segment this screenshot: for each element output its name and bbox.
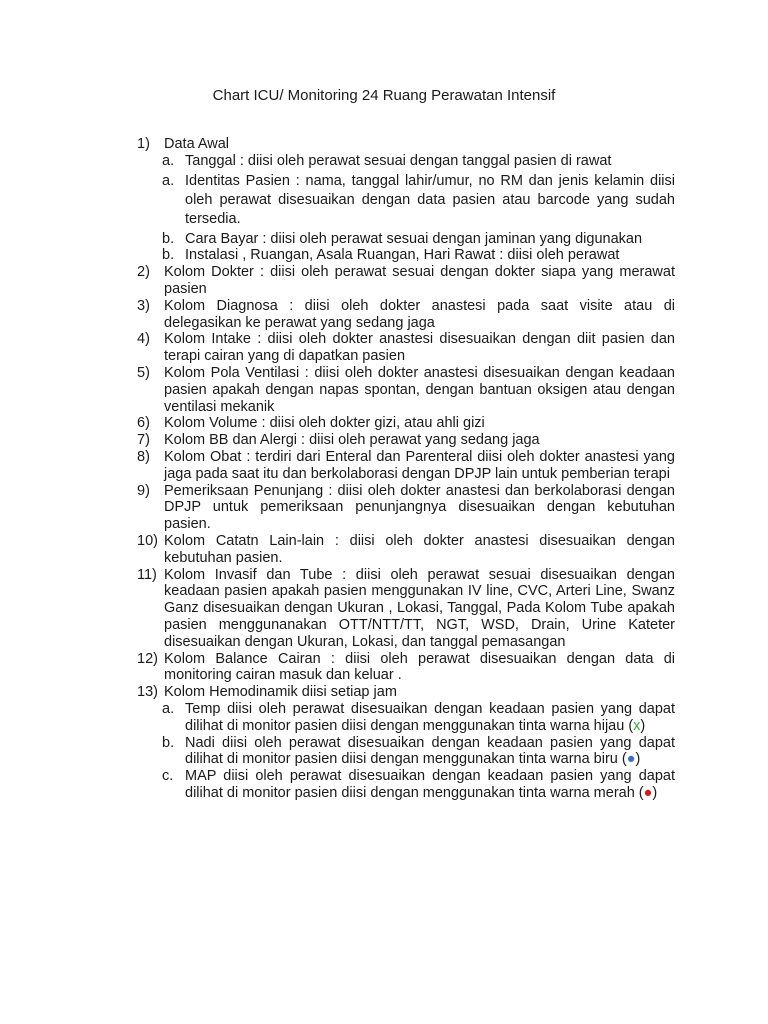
item-number: 9) <box>137 482 150 499</box>
item-text: Data Awal <box>164 136 230 152</box>
sub-item <box>137 768 675 802</box>
green-x-symbol: x <box>633 717 641 734</box>
sub-item <box>137 231 675 248</box>
sub-letter: a. <box>162 172 175 189</box>
item-number: 1) <box>137 136 150 152</box>
sub-text: Instalasi , Ruangan, Asala Ruangan, Hari Rawat : diisi oleh perawat <box>185 247 620 264</box>
list-item <box>137 298 675 332</box>
sub-text: Tanggal : diisi oleh perawat sesuai dengan tanggal pasien di rawat <box>185 152 612 169</box>
page-title: Chart ICU/ Monitoring 24 Ruang Perawatan Intensif <box>212 87 556 104</box>
item-number: 3) <box>137 297 150 314</box>
sub-text: Nadi diisi oleh perawat disesuaikan dengan keadaan pasien yang dapat dilihat di monitor pasien diisi dengan menggunakan tinta warna biru ( <box>185 734 675 768</box>
sub-item <box>137 247 675 264</box>
list-item <box>137 483 675 533</box>
sub-text: Identitas Pasien : nama, tanggal lahir/umur, no RM dan jenis kelamin diisi oleh perawat disesuaikan dengan data pasien atau barcode yang sudah tersedia. <box>185 172 675 227</box>
item-text: Kolom Obat : terdiri dari Enteral dan Parenteral diisi oleh dokter anastesi yang jaga pada saat itu dan berkolaborasi dengan DPJP lain untuk pemberian terapi <box>164 448 675 482</box>
list-item <box>137 264 675 298</box>
item-number: 11) <box>137 566 157 583</box>
sub-close: ) <box>635 751 641 768</box>
list-item <box>137 136 675 153</box>
item-number: 8) <box>137 448 150 465</box>
red-dot-symbol: ● <box>643 784 653 801</box>
item-number: 7) <box>137 432 150 449</box>
sub-item <box>137 701 675 735</box>
list-item <box>137 432 675 449</box>
instruction-list <box>137 136 675 802</box>
list-item <box>137 365 675 415</box>
sub-item <box>137 735 675 769</box>
item-text: Kolom Diagnosa : diisi oleh dokter anastesi pada saat visite atau di delegasikan ke perawat yang sedang jaga <box>164 297 675 331</box>
sub-close: ) <box>640 717 646 734</box>
list-item <box>137 651 675 685</box>
item-text: Kolom Volume : diisi oleh dokter gizi, atau ahli gizi <box>164 415 485 432</box>
sub-letter: a. <box>162 152 175 169</box>
item-text: Kolom Intake : diisi oleh dokter anastesi disesuaikan dengan diit pasien dan terapi cairan yang di dapatkan pasien <box>164 331 675 365</box>
list-item <box>137 567 675 651</box>
sub-text: Temp diisi oleh perawat disesuaikan dengan keadaan pasien yang dapat dilihat di monitor pasien diisi dengan menggunakan tinta warna hijau ( <box>185 700 675 734</box>
sub-item <box>137 172 675 229</box>
blue-dot-symbol: ● <box>626 751 636 768</box>
item-text: Kolom Balance Cairan : diisi oleh perawat disesuaikan dengan data di monitoring cairan masuk dan keluar . <box>164 650 675 684</box>
item-number: 2) <box>137 264 150 281</box>
list-item <box>137 449 675 483</box>
list-item <box>137 415 675 432</box>
sub-text: MAP diisi oleh perawat disesuaikan dengan keadaan pasien yang dapat dilihat di monitor pasien diisi dengan menggunakan tinta warna merah ( <box>185 768 675 801</box>
sub-text: Cara Bayar : diisi oleh perawat sesuai dengan jaminan yang digunakan <box>185 230 643 247</box>
item-text: Kolom Catatn Lain-lain : diisi oleh dokter anastesi disesuaikan dengan kebutuhan pasien. <box>164 532 675 566</box>
list-item <box>137 533 675 567</box>
item-text: Pemeriksaan Penunjang : diisi oleh dokter anastesi dan berkolaborasi dengan DPJP untuk pemeriksaan penunjangnya disesuaikan dengan kebutuhan pasien. <box>164 482 675 533</box>
item-text: Kolom Hemodinamik diisi setiap jam <box>164 684 397 701</box>
item-text: Kolom Dokter : diisi oleh perawat sesuai dengan dokter siapa yang merawat pasien <box>164 264 675 297</box>
item-number: 13) <box>137 684 158 701</box>
list-item <box>137 331 675 365</box>
list-item <box>137 684 675 701</box>
item-number: 12) <box>137 650 158 667</box>
sub-close: ) <box>652 784 658 801</box>
item-number: 6) <box>137 415 150 432</box>
item-text: Kolom Invasif dan Tube : diisi oleh perawat sesuai disesuaikan dengan keadaan pasien apakah pasien menggunakan IV line, CVC, Arteri Line, Swanz Ganz disesuaikan dengan Ukuran , Lokasi, Tanggal, Pada Kolom Tube apakah pasien menggunanakan OTT/NTT/TT, NGT, WSD, Drain, Urine Kateter disesuaikan dengan Ukuran, Lokasi, dan tanggal pemasangan <box>164 566 675 650</box>
sub-item <box>137 153 675 170</box>
item-number: 4) <box>137 331 150 348</box>
item-number: 5) <box>137 364 150 381</box>
item-text: Kolom BB dan Alergi : diisi oleh perawat yang sedang jaga <box>164 432 540 449</box>
item-number: 10) <box>137 532 158 549</box>
sub-letter: b. <box>162 230 175 247</box>
sub-letter: b. <box>162 247 175 264</box>
sub-letter: b. <box>162 734 175 751</box>
sub-letter: c. <box>162 768 174 785</box>
sub-letter: a. <box>162 700 175 717</box>
item-text: Kolom Pola Ventilasi : diisi oleh dokter anastesi disesuaikan dengan keadaan pasien apakah dengan napas spontan, dengan bantuan oksigen atau dengan ventilasi mekanik <box>164 364 675 415</box>
